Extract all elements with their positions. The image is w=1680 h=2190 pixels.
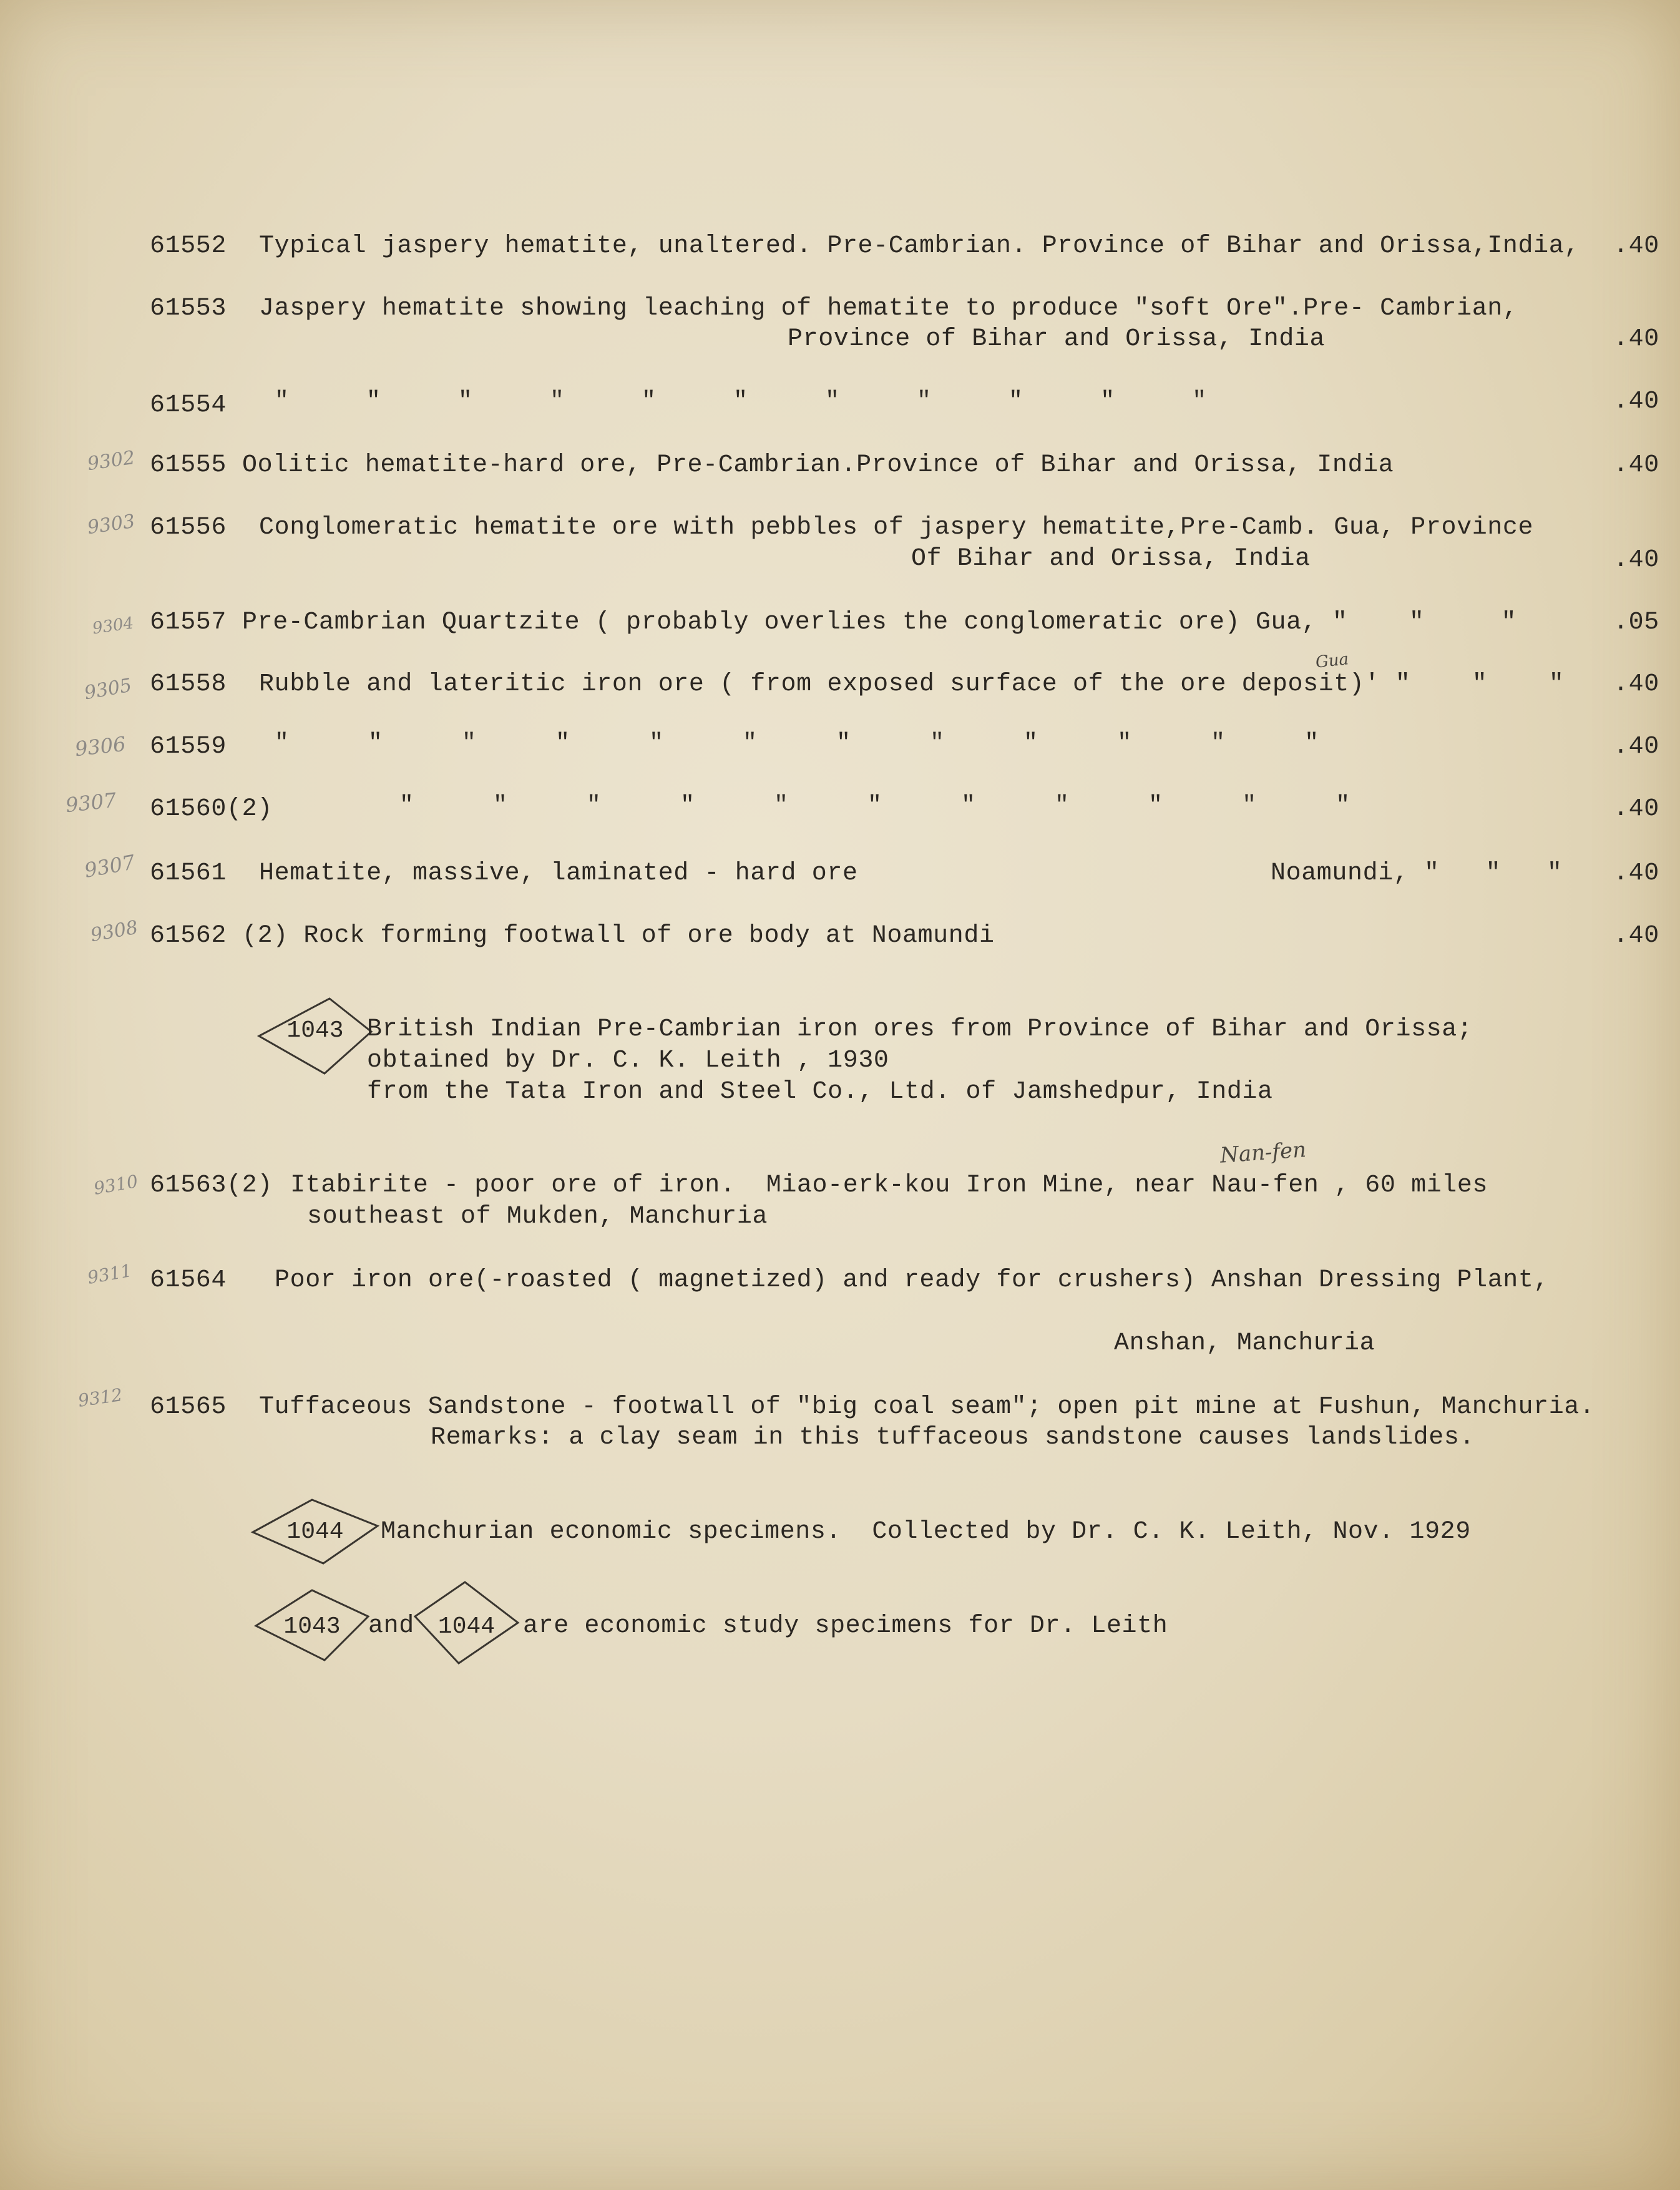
handwritten-catalog-number: 9308 bbox=[89, 916, 140, 947]
specimen-number: 61555 bbox=[150, 451, 227, 479]
specimen-description: Poor iron ore(-roasted ( magnetized) and ready for crushers) Anshan Dressing Plant, bbox=[275, 1266, 1550, 1294]
specimen-price: .40 bbox=[1613, 451, 1659, 479]
specimen-description-cont: Province of Bihar and Orissa, India bbox=[788, 325, 1326, 353]
specimen-price: .40 bbox=[1613, 546, 1659, 574]
specimen-number: 61556 bbox=[150, 514, 227, 542]
specimen-description: (2) Rock forming footwall of ore body at Noamundi bbox=[242, 922, 995, 950]
specimen-number: 61563(2) bbox=[150, 1171, 273, 1200]
specimen-number: 61562 bbox=[150, 922, 227, 950]
footer-and: and bbox=[368, 1612, 414, 1640]
handwritten-catalog-number: 9307 bbox=[64, 788, 118, 818]
collection-code-diamond bbox=[256, 995, 374, 1077]
collection-code-diamond bbox=[250, 1495, 381, 1567]
handwritten-note: Gua bbox=[1314, 650, 1350, 672]
ditto-marks: " " " " " " " " " " " " bbox=[275, 730, 1321, 756]
handwritten-catalog-number: 9302 bbox=[85, 446, 137, 476]
specimen-price: .40 bbox=[1613, 325, 1659, 353]
handwritten-catalog-number: 9310 bbox=[92, 1171, 140, 1199]
specimen-description: Itabirite - poor ore of iron. Miao-erk-kou Iron Mine, near Nau-fen , 60 miles bbox=[290, 1171, 1488, 1200]
specimen-number: 61565 bbox=[150, 1393, 227, 1421]
collection-code: 1044 bbox=[437, 1613, 496, 1640]
specimen-description-cont: Remarks: a clay seam in this tuffaceous sandstone causes landslides. bbox=[431, 1424, 1475, 1452]
specimen-description-cont: Of Bihar and Orissa, India bbox=[911, 545, 1311, 573]
specimen-number: 61559 bbox=[150, 733, 227, 761]
collection-code: 1043 bbox=[283, 1613, 341, 1640]
handwritten-catalog-number: 9307 bbox=[82, 850, 137, 882]
handwritten-catalog-number: 9306 bbox=[74, 731, 127, 761]
collection-note-line1: British Indian Pre-Cambrian iron ores from Province of Bihar and Orissa; bbox=[367, 1015, 1473, 1044]
specimen-number: 61552 bbox=[150, 232, 227, 260]
specimen-number: 61553 bbox=[150, 295, 227, 323]
specimen-description: Rubble and lateritic iron ore ( from exposed surface of the ore deposit)' " " " bbox=[259, 670, 1565, 698]
collection-note-line2: obtained by Dr. C. K. Leith , 1930 bbox=[367, 1047, 889, 1075]
specimen-number: 61564 bbox=[150, 1266, 227, 1294]
specimen-number: 61554 bbox=[150, 391, 227, 419]
collection-code-diamond bbox=[253, 1585, 371, 1663]
specimen-description: Jaspery hematite showing leaching of hematite to produce "soft Ore".Pre- Cambrian, bbox=[259, 295, 1518, 323]
handwritten-note: Nan-fen bbox=[1219, 1137, 1307, 1168]
specimen-price: .40 bbox=[1613, 670, 1659, 698]
specimen-description: Conglomeratic hematite ore with pebbles of jaspery hematite,Pre-Camb. Gua, Province bbox=[259, 514, 1534, 542]
ditto-marks: " " " " " " " " " " " bbox=[275, 388, 1208, 414]
specimen-number: 61557 bbox=[150, 609, 227, 637]
specimen-description: Typical jaspery hematite, unaltered. Pre-Cambrian. Province of Bihar and Orissa,India, bbox=[259, 232, 1580, 260]
specimen-description: Pre-Cambrian Quartzite ( probably overlies the conglomeratic ore) Gua, " " " bbox=[242, 609, 1517, 637]
handwritten-catalog-number: 9312 bbox=[76, 1384, 124, 1411]
specimen-price: .40 bbox=[1613, 922, 1659, 950]
specimen-locality: Noamundi, " " " bbox=[1271, 859, 1563, 887]
collection-note-line1: Manchurian economic specimens. Collected by Dr. C. K. Leith, Nov. 1929 bbox=[381, 1518, 1471, 1546]
specimen-locality: Anshan, Manchuria bbox=[1114, 1329, 1375, 1357]
specimen-price: .05 bbox=[1613, 609, 1659, 637]
specimen-price: .40 bbox=[1613, 388, 1659, 416]
collection-note-line3: from the Tata Iron and Steel Co., Ltd. of Jamshedpur, India bbox=[367, 1078, 1273, 1106]
footer-note: are economic study specimens for Dr. Leith bbox=[523, 1612, 1168, 1640]
specimen-price: .40 bbox=[1613, 733, 1659, 761]
handwritten-catalog-number: 9303 bbox=[85, 510, 137, 539]
specimen-description: Hematite, massive, laminated - hard ore bbox=[259, 859, 858, 887]
ditto-marks: " " " " " " " " " " " bbox=[399, 792, 1352, 819]
specimen-number: 61561 bbox=[150, 859, 227, 887]
collection-code: 1044 bbox=[286, 1518, 344, 1545]
collection-code: 1043 bbox=[286, 1017, 344, 1044]
specimen-price: .40 bbox=[1613, 232, 1659, 260]
specimen-description-cont: southeast of Mukden, Manchuria bbox=[307, 1203, 768, 1231]
specimen-price: .40 bbox=[1613, 859, 1659, 887]
specimen-description: Tuffaceous Sandstone - footwall of "big coal seam"; open pit mine at Fushun, Manchuria. bbox=[259, 1393, 1595, 1421]
specimen-price: .40 bbox=[1613, 795, 1659, 823]
handwritten-catalog-number: 9311 bbox=[85, 1260, 134, 1288]
specimen-number: 61558 bbox=[150, 670, 227, 698]
specimen-number: 61560(2) bbox=[150, 795, 273, 823]
collection-code-diamond bbox=[412, 1579, 521, 1666]
specimen-description: Oolitic hematite-hard ore, Pre-Cambrian.Province of Bihar and Orissa, India bbox=[242, 451, 1394, 479]
handwritten-catalog-number: 9304 bbox=[91, 613, 135, 638]
handwritten-catalog-number: 9305 bbox=[82, 674, 134, 705]
